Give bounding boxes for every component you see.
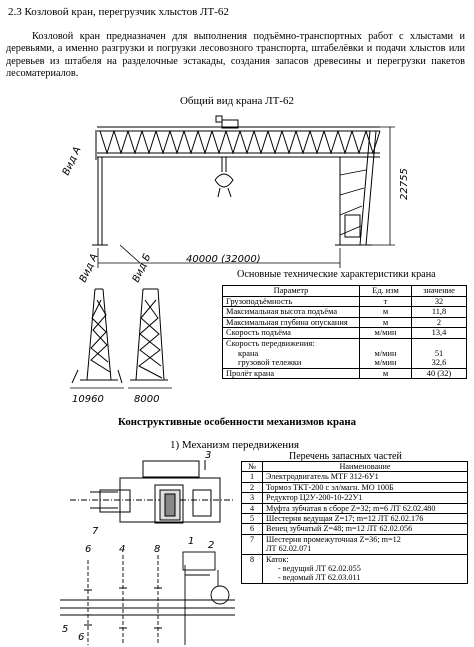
unit-cell [360,338,412,368]
table-row [242,554,468,583]
number-cell: 2 [242,482,263,492]
table-row [242,482,468,492]
table-row [223,328,467,339]
unit-sub: м/мин [374,358,397,368]
name-cell: Редуктор Ц2У-200-10-22У1 [263,493,468,503]
param-cell: Грузоподъёмность [223,296,360,307]
table-row [223,338,467,368]
callout-8: 8 [154,544,161,555]
table-header-row [242,462,468,472]
callout-6-bottom: 6 [78,632,85,643]
width-dimension-b: 8000 [134,394,160,405]
name-line: ЛТ 62.02.071 [266,544,312,554]
name-cell: Электродвигатель МТF 312-6У1 [263,472,468,482]
name-cell: Венец зубчатый Z=48; m=12 ЛТ 62.02.056 [263,524,468,534]
name-line: - ведомый ЛТ 62.03.011 [278,573,361,583]
callout-4: 4 [119,544,126,555]
parts-table [241,461,468,584]
unit-cell: м [360,307,412,318]
param-text: Скорость передвижения: [226,338,315,348]
value-cell: 40 (32) [412,368,467,379]
view-b-tower [128,289,172,388]
mechanism-subtitle: 1) Механизм передвижения [170,439,300,451]
table-row [242,493,468,503]
param-cell [223,338,360,368]
view-a-tower [70,289,124,388]
number-cell: 3 [242,493,263,503]
callout-2: 2 [208,540,215,551]
gear-scheme [60,552,235,645]
width-dimension-a: 10960 [72,394,104,405]
param-cell: Максимальная высота подъёма [223,307,360,318]
dimension-lines [98,127,395,268]
number-cell: 5 [242,514,263,524]
name-cell [263,534,468,554]
number-cell: 4 [242,503,263,513]
param-cell: Пролёт крана [223,368,360,379]
value-cell: 2 [412,317,467,328]
crane-girder [97,116,380,157]
height-dimension: 22755 [399,168,410,200]
name-line: Шестерня промежуточная Z=36; m=12 [266,534,401,544]
param-sub: крана [238,348,259,358]
table-row [242,514,468,524]
specs-table [222,285,467,379]
view-a-pointer-label: Вид А [60,145,84,178]
table-row [223,307,467,318]
param-cell: Максимальная глубина опускания [223,317,360,328]
crane-right-leg [335,131,376,245]
specs-title: Основные технические характеристики крана [237,269,436,280]
value-sub: 32,6 [431,358,447,368]
number-cell: 1 [242,472,263,482]
name-line: - ведущий ЛТ 62.02.055 [278,564,361,574]
mechanism-drawing [70,460,235,523]
parts-title: Перечень запасных частей [289,451,402,462]
param-sub: грузовой тележки [238,358,302,368]
number-cell: 8 [242,554,263,583]
name-cell: Шестерня ведущая Z=17; m=12 ЛТ 62.02.176 [263,514,468,524]
callout-5: 5 [62,624,69,635]
value-cell: 32 [412,296,467,307]
view-a-label: Вид А [77,252,101,285]
view-b-label: Вид Б [130,252,154,285]
value-cell [412,338,467,368]
callout-1: 1 [188,536,195,547]
header-number: № [242,462,263,472]
unit-cell: м [360,368,412,379]
param-cell: Скорость подъёма [223,328,360,339]
mechanisms-title: Конструктивные особенности механизмов крана [118,416,356,428]
unit-cell: т [360,296,412,307]
crane-hook [215,157,233,197]
name-cell [263,554,468,583]
header-param: Параметр [223,286,360,297]
table-row [223,368,467,379]
table-header-row [223,286,467,297]
header-value: значение [412,286,467,297]
table-row [242,534,468,554]
table-row [223,317,467,328]
name-cell: Муфта зубчатая в сборе Z=32; m=6 ЛТ 62.02.480 [263,503,468,513]
header-name: Наименование [263,462,468,472]
figure-title: Общий вид крана ЛТ-62 [179,95,295,107]
table-row [242,524,468,534]
name-cell: Тормоз ТКТ-200 с эл/магн. МО 100Б [263,482,468,492]
intro-paragraph: Козловой кран предназначен для выполнения подъёмно-транспортных работ с хлыстами и деревьями, а именно разгрузки и погрузки лесовозного транспорта, штабелёвки и подачи хлыстов или деревьев из штабеля на разделочные эстакады, создания запасов древесины и перегрузки пакетов лесоматериалов. [6,31,465,80]
number-cell: 7 [242,534,263,554]
span-dimension: 40000 (32000) [186,254,261,265]
table-row [242,472,468,482]
section-heading: 2.3 Козловой кран, перегрузчик хлыстов ЛТ-62 [8,6,229,18]
unit-sub: м/мин [374,348,397,358]
name-line: Каток: [266,554,289,564]
value-cell: 11,8 [412,307,467,318]
callout-7: 7 [92,526,99,537]
callout-3: 3 [205,450,212,461]
value-cell: 13,4 [412,328,467,339]
number-cell: 6 [242,524,263,534]
table-row [242,503,468,513]
callout-6-top: 6 [85,544,92,555]
unit-cell: м [360,317,412,328]
value-sub: 51 [434,348,444,358]
unit-cell: м/мин [360,328,412,339]
table-row [223,296,467,307]
header-unit: Ед. изм [360,286,412,297]
